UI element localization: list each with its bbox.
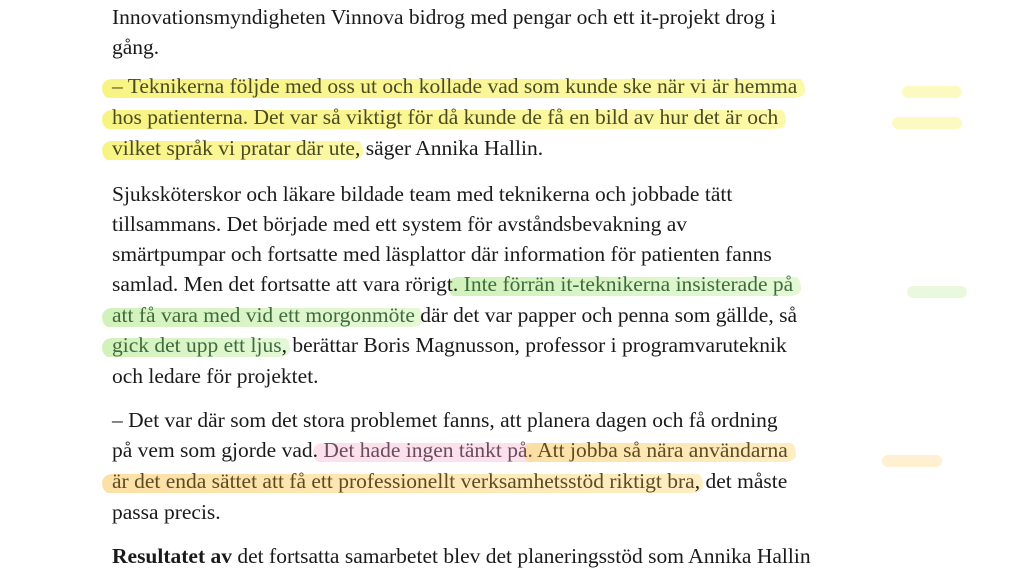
paragraph-3-line-1: Sjuksköterskor och läkare bildade team med teknikerna och jobbade tätt <box>112 182 733 206</box>
highlight-yellow: – Teknikerna följde med oss ut och kollade vad som kunde ske när vi är hemma <box>112 74 798 98</box>
paragraph-4-line-4: passa precis. <box>112 500 221 524</box>
quote-attribution: , säger Annika Hallin. <box>354 136 544 160</box>
highlight-stroke-tail <box>902 86 962 98</box>
highlight-stroke-tail <box>882 455 942 467</box>
paragraph-5-line-1 <box>112 541 811 572</box>
paragraph-4-line-2 <box>112 435 788 466</box>
paragraph-2-line-1 <box>112 71 797 102</box>
highlight-yellow: vilket språk vi pratar där ute <box>112 136 355 160</box>
paragraph-text: samlad. Men det fortsatte att vara rörigt. <box>112 272 459 296</box>
paragraph-2-line-2 <box>112 102 778 133</box>
paragraph-1-line-2: gång. <box>112 35 160 59</box>
highlight-pink: Det hade ingen tänkt på. <box>323 438 533 462</box>
highlight-green: att få vara med vid ett morgonmöte <box>112 303 415 327</box>
paragraph-text: där det var papper och penna som gällde, så <box>414 303 797 327</box>
paragraph-4-line-3 <box>112 466 787 497</box>
highlight-green: gick det upp ett ljus <box>112 333 282 357</box>
paragraph-lead-in: Resultatet av <box>112 544 233 568</box>
highlight-green: Inte förrän it-teknikerna insisterade på <box>458 272 794 296</box>
highlight-yellow: hos patienterna. Det var så viktigt för då kunde de få en bild av hur det är och <box>112 105 779 129</box>
paragraph-3-line-2: tillsammans. Det började med ett system för avståndsbevakning av <box>112 212 687 236</box>
paragraph-4-line-1: – Det var där som det stora problemet fanns, att planera dagen och få ordning <box>112 408 778 432</box>
highlight-stroke-tail <box>892 117 962 129</box>
paragraph-3-line-3: smärtpumpar och fortsatte med läsplattor där information för patienten fanns <box>112 242 772 266</box>
paragraph-1-line-1: Innovationsmyndigheten Vinnova bidrog med pengar och ett it-projekt drog i <box>112 5 777 29</box>
paragraph-text: , berättar Boris Magnusson, professor i programvaruteknik <box>281 333 787 357</box>
paragraph-text: på vem som gjorde vad. <box>112 438 324 462</box>
highlight-stroke-tail <box>907 286 967 298</box>
paragraph-3-line-5 <box>112 300 797 331</box>
paragraph-text: , det måste <box>694 469 788 493</box>
paragraph-text: det fortsatta samarbetet blev det planeringsstöd som Annika Hallin <box>232 544 811 568</box>
highlight-orange: är det enda sättet att få ett professionellt verksamhetsstöd riktigt bra <box>112 469 695 493</box>
paragraph-2-line-3 <box>112 133 543 164</box>
highlight-orange: Att jobba så nära användarna <box>532 438 788 462</box>
paragraph-3-line-7: och ledare för projektet. <box>112 364 319 388</box>
paragraph-3-line-6 <box>112 330 787 361</box>
paragraph-3-line-4 <box>112 269 793 300</box>
